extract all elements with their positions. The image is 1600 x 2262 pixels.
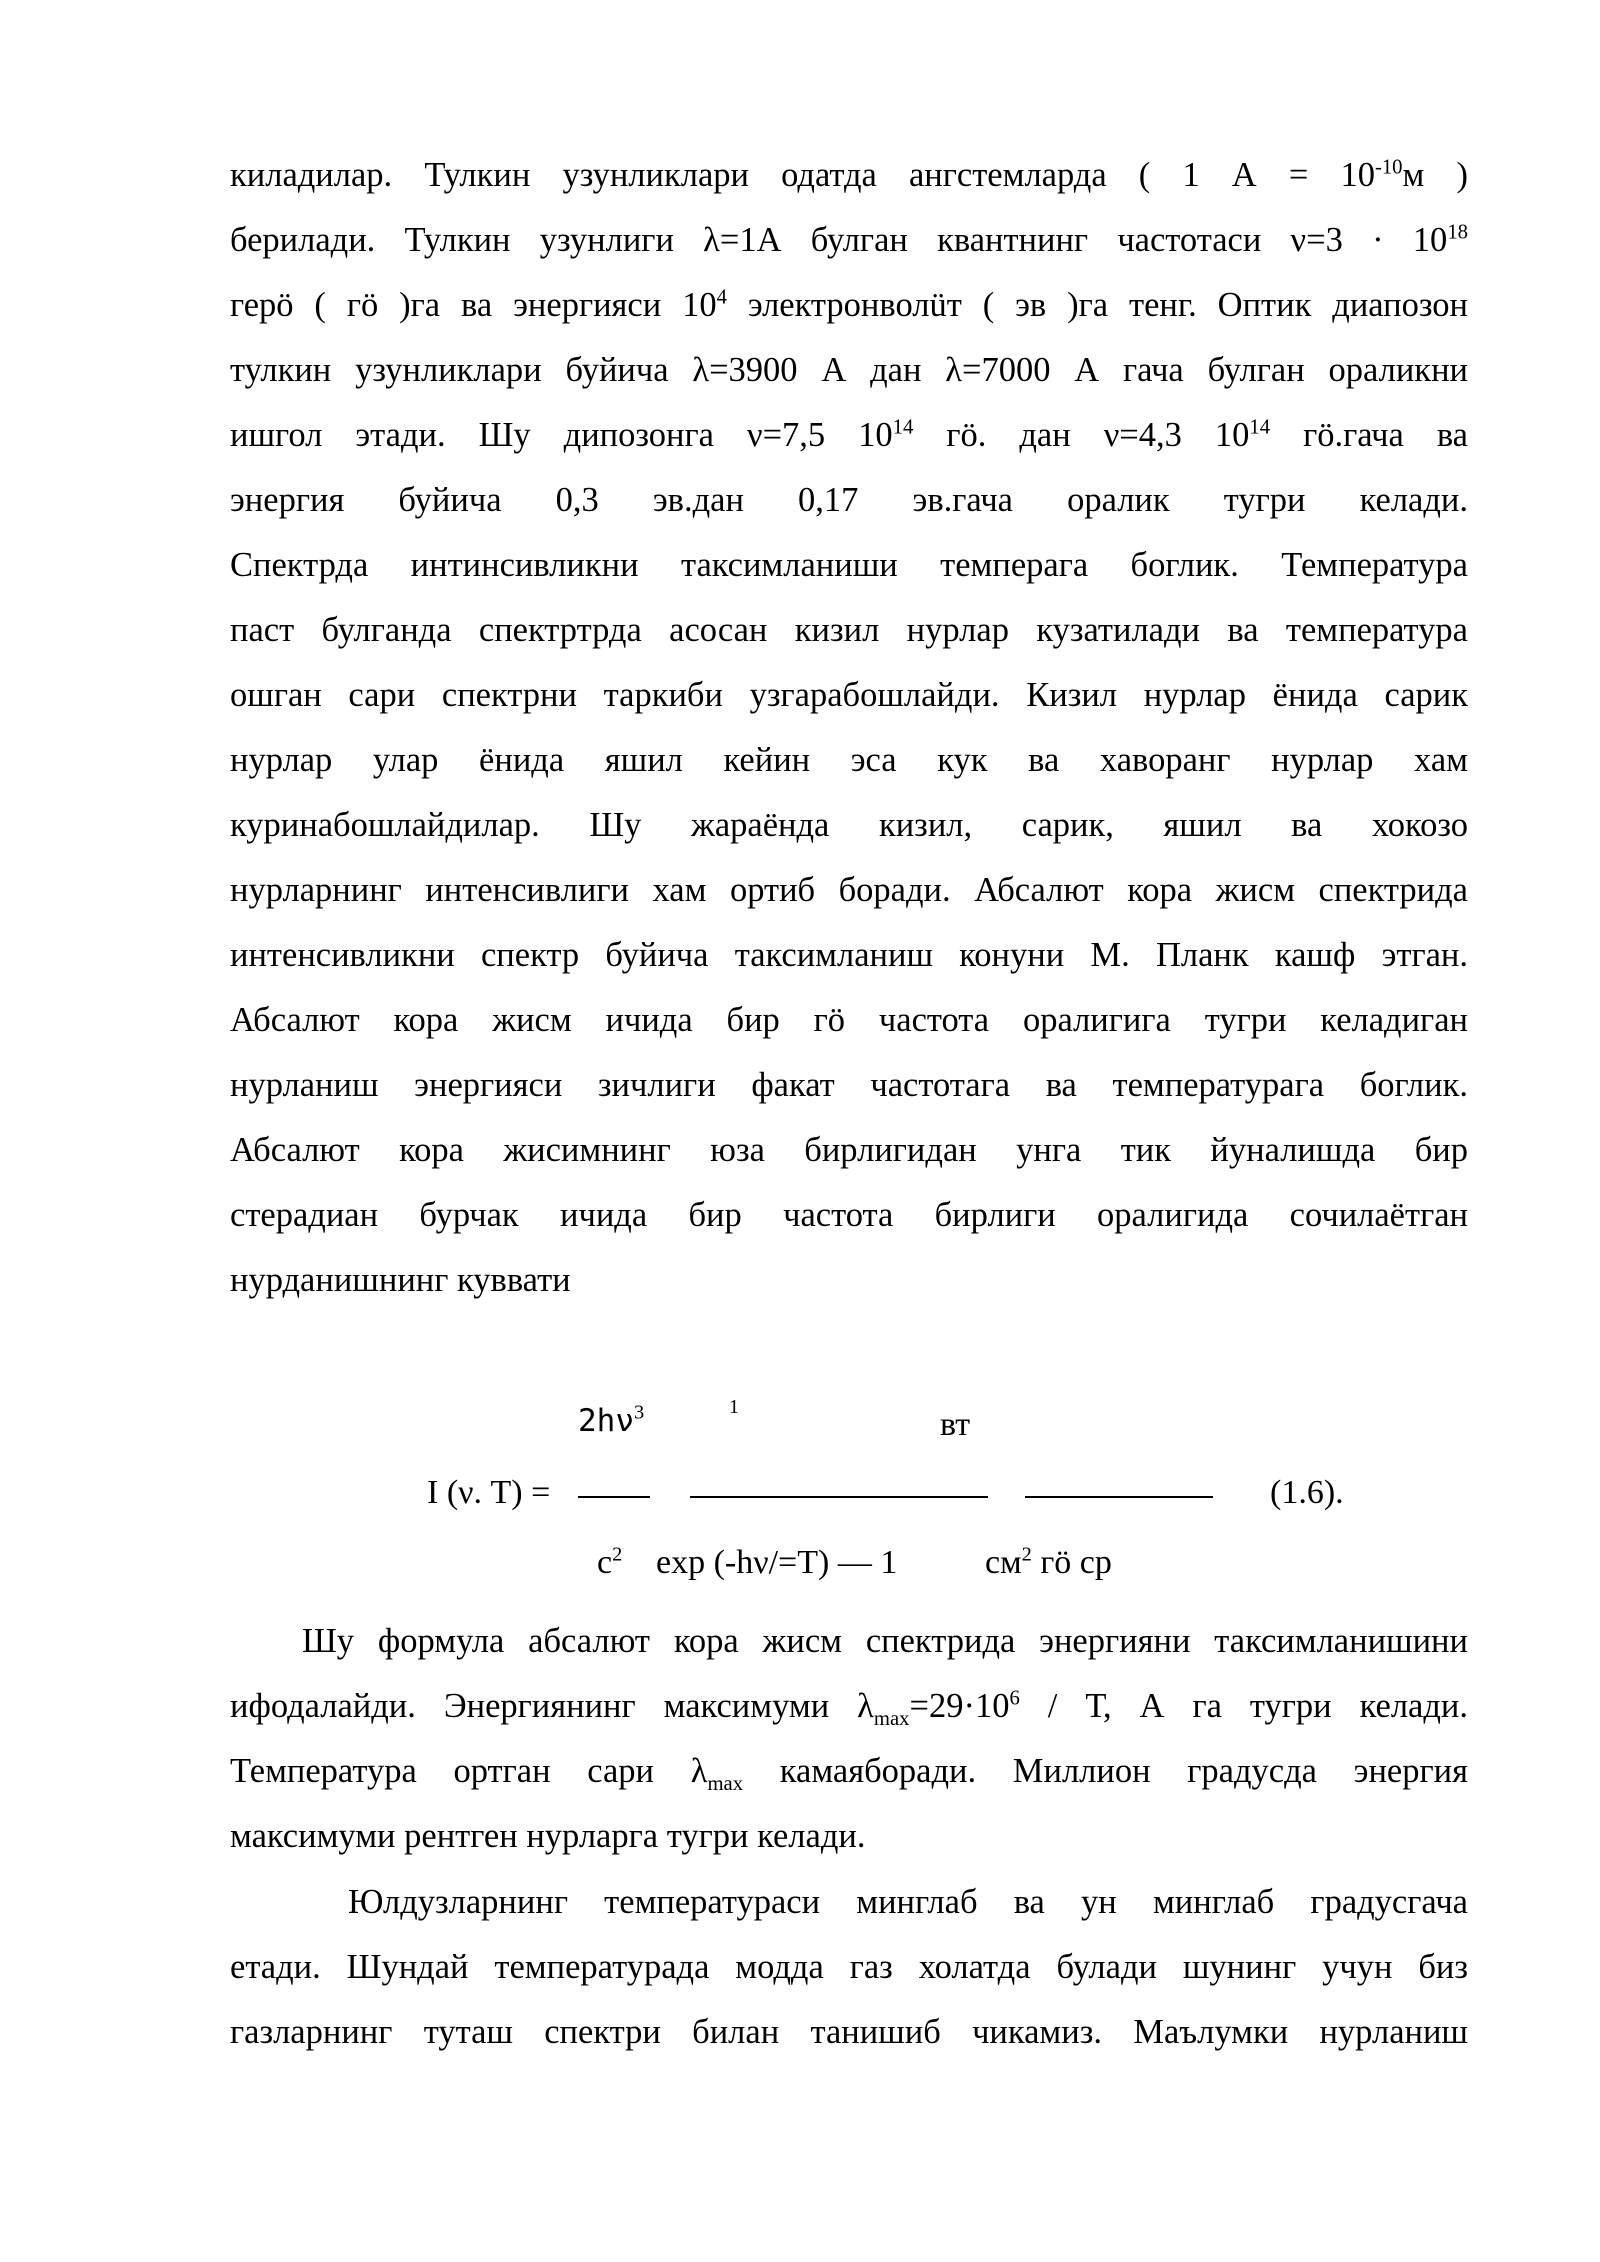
paragraph-formula-explanation [230, 1609, 1468, 1869]
text-line: интенсивликни спектр буйича таксимланиш конуни М. Планк кашф этган. [230, 936, 1468, 974]
text-line: Юлдузларнинг температураси минглаб ва ун минглаб градусгача [348, 1883, 1468, 1921]
equation-number: (1.6). [1270, 1474, 1344, 1511]
formula-numerator-1: $2h\nu^3$ [578, 1401, 645, 1439]
text-line: герö ( гö )га ва энергияси $10^4$ электронволüт ( эв )га тенг. Оптик диапозон [230, 286, 1468, 324]
formula-numerator-3: вт [940, 1406, 971, 1443]
text-line: Спектрда интинсивликни таксимланиши темперага боглик. Температура [230, 546, 1468, 584]
text-line: нурданишнинг куввати [230, 1261, 571, 1299]
text-line: Абсалют кора жисимнинг юза бирлигидан унга тик йуналишда бир [230, 1131, 1468, 1169]
text-line: Абсалют кора жисм ичида бир гö частота оралигига тугри келадиган [230, 1001, 1468, 1039]
formula-denominator-2: exp (-hν/=T) — 1 [656, 1544, 898, 1581]
fraction-bar-1 [578, 1496, 650, 1498]
text-line: стерадиан бурчак ичида бир частота бирлиги оралигида сочилаётган [230, 1196, 1468, 1234]
text-line: ифодалайди. Энергиянинг максимуми $\lambda_{max}=29\cdot 10^6 / Т$, А га тугри келади. [230, 1687, 1468, 1730]
text-line: газларнинг туташ спектри билан танишиб чикамиз. Маълумки нурланиш [230, 2013, 1468, 2051]
text-line: Шу формула абсалют кора жисм спектрида энергияни таксимланишини [302, 1622, 1468, 1660]
text-line: нурларнинг интенсивлиги хам ортиб боради. Абсалют кора жисм спектрида [230, 871, 1468, 909]
text-line: энергия буйича 0,3 эв.дан 0,17 эв.гача оралик тугри келади. [230, 481, 1468, 519]
text-line: нурланиш энергияси зичлиги факат частотага ва температурага боглик. [230, 1066, 1468, 1104]
text-line: паст булганда спектртрда асосан кизил нурлар кузатилади ва температура [230, 611, 1468, 649]
fraction-bar-3 [1025, 1496, 1213, 1498]
text-line: Температура ортган сари $\lambda_{max}$ камаяборади. Миллион градусда энергия [230, 1752, 1468, 1795]
text-line: киладилар. Тулкин узунликлари одатда ангстемларда ( 1 $А = 10^{-10}м$ ) [230, 156, 1468, 194]
text-line: максимуми рентген нурларга тугри келади. [230, 1817, 866, 1855]
fraction-bar-2 [690, 1496, 988, 1498]
text-line: нурлар улар ёнида яшил кейин эса кук ва хаворанг нурлар хам [230, 741, 1468, 779]
text-line: ишгол этади. Шу дипозонга ν=7,5 $10^{14}$ гö. дан ν=4,3 $10^{14}$ гö.гача ва [230, 416, 1468, 454]
text-line: берилади. Тулкин узунлиги λ=1А булган квантнинг частотаси $\nu=3 \cdot 10^{18}$ [230, 221, 1468, 259]
formula-denominator-3: $см^2$ гö ср [985, 1543, 1112, 1581]
formula-numerator-2: 1 [729, 1396, 739, 1418]
paragraph-spectrum [230, 143, 1468, 1313]
text-line: етади. Шундай температурада модда газ холатда булади шунинг учун биз [230, 1948, 1468, 1986]
formula-lhs: I (ν. Т) = [427, 1474, 551, 1511]
text-line: куринабошлайдилар. Шу жараёнда кизил, сарик, яшил ва хокозо [230, 806, 1468, 844]
text-line: тулкин узунликлари буйича λ=3900 А дан λ=7000 А гача булган ораликни [230, 351, 1468, 389]
text-line: ошган сари спектрни таркиби узгарабошлайди. Кизил нурлар ёнида сарик [230, 676, 1468, 714]
paragraph-stars [230, 1870, 1468, 2065]
formula-denominator-1: $c^2$ [597, 1543, 623, 1581]
